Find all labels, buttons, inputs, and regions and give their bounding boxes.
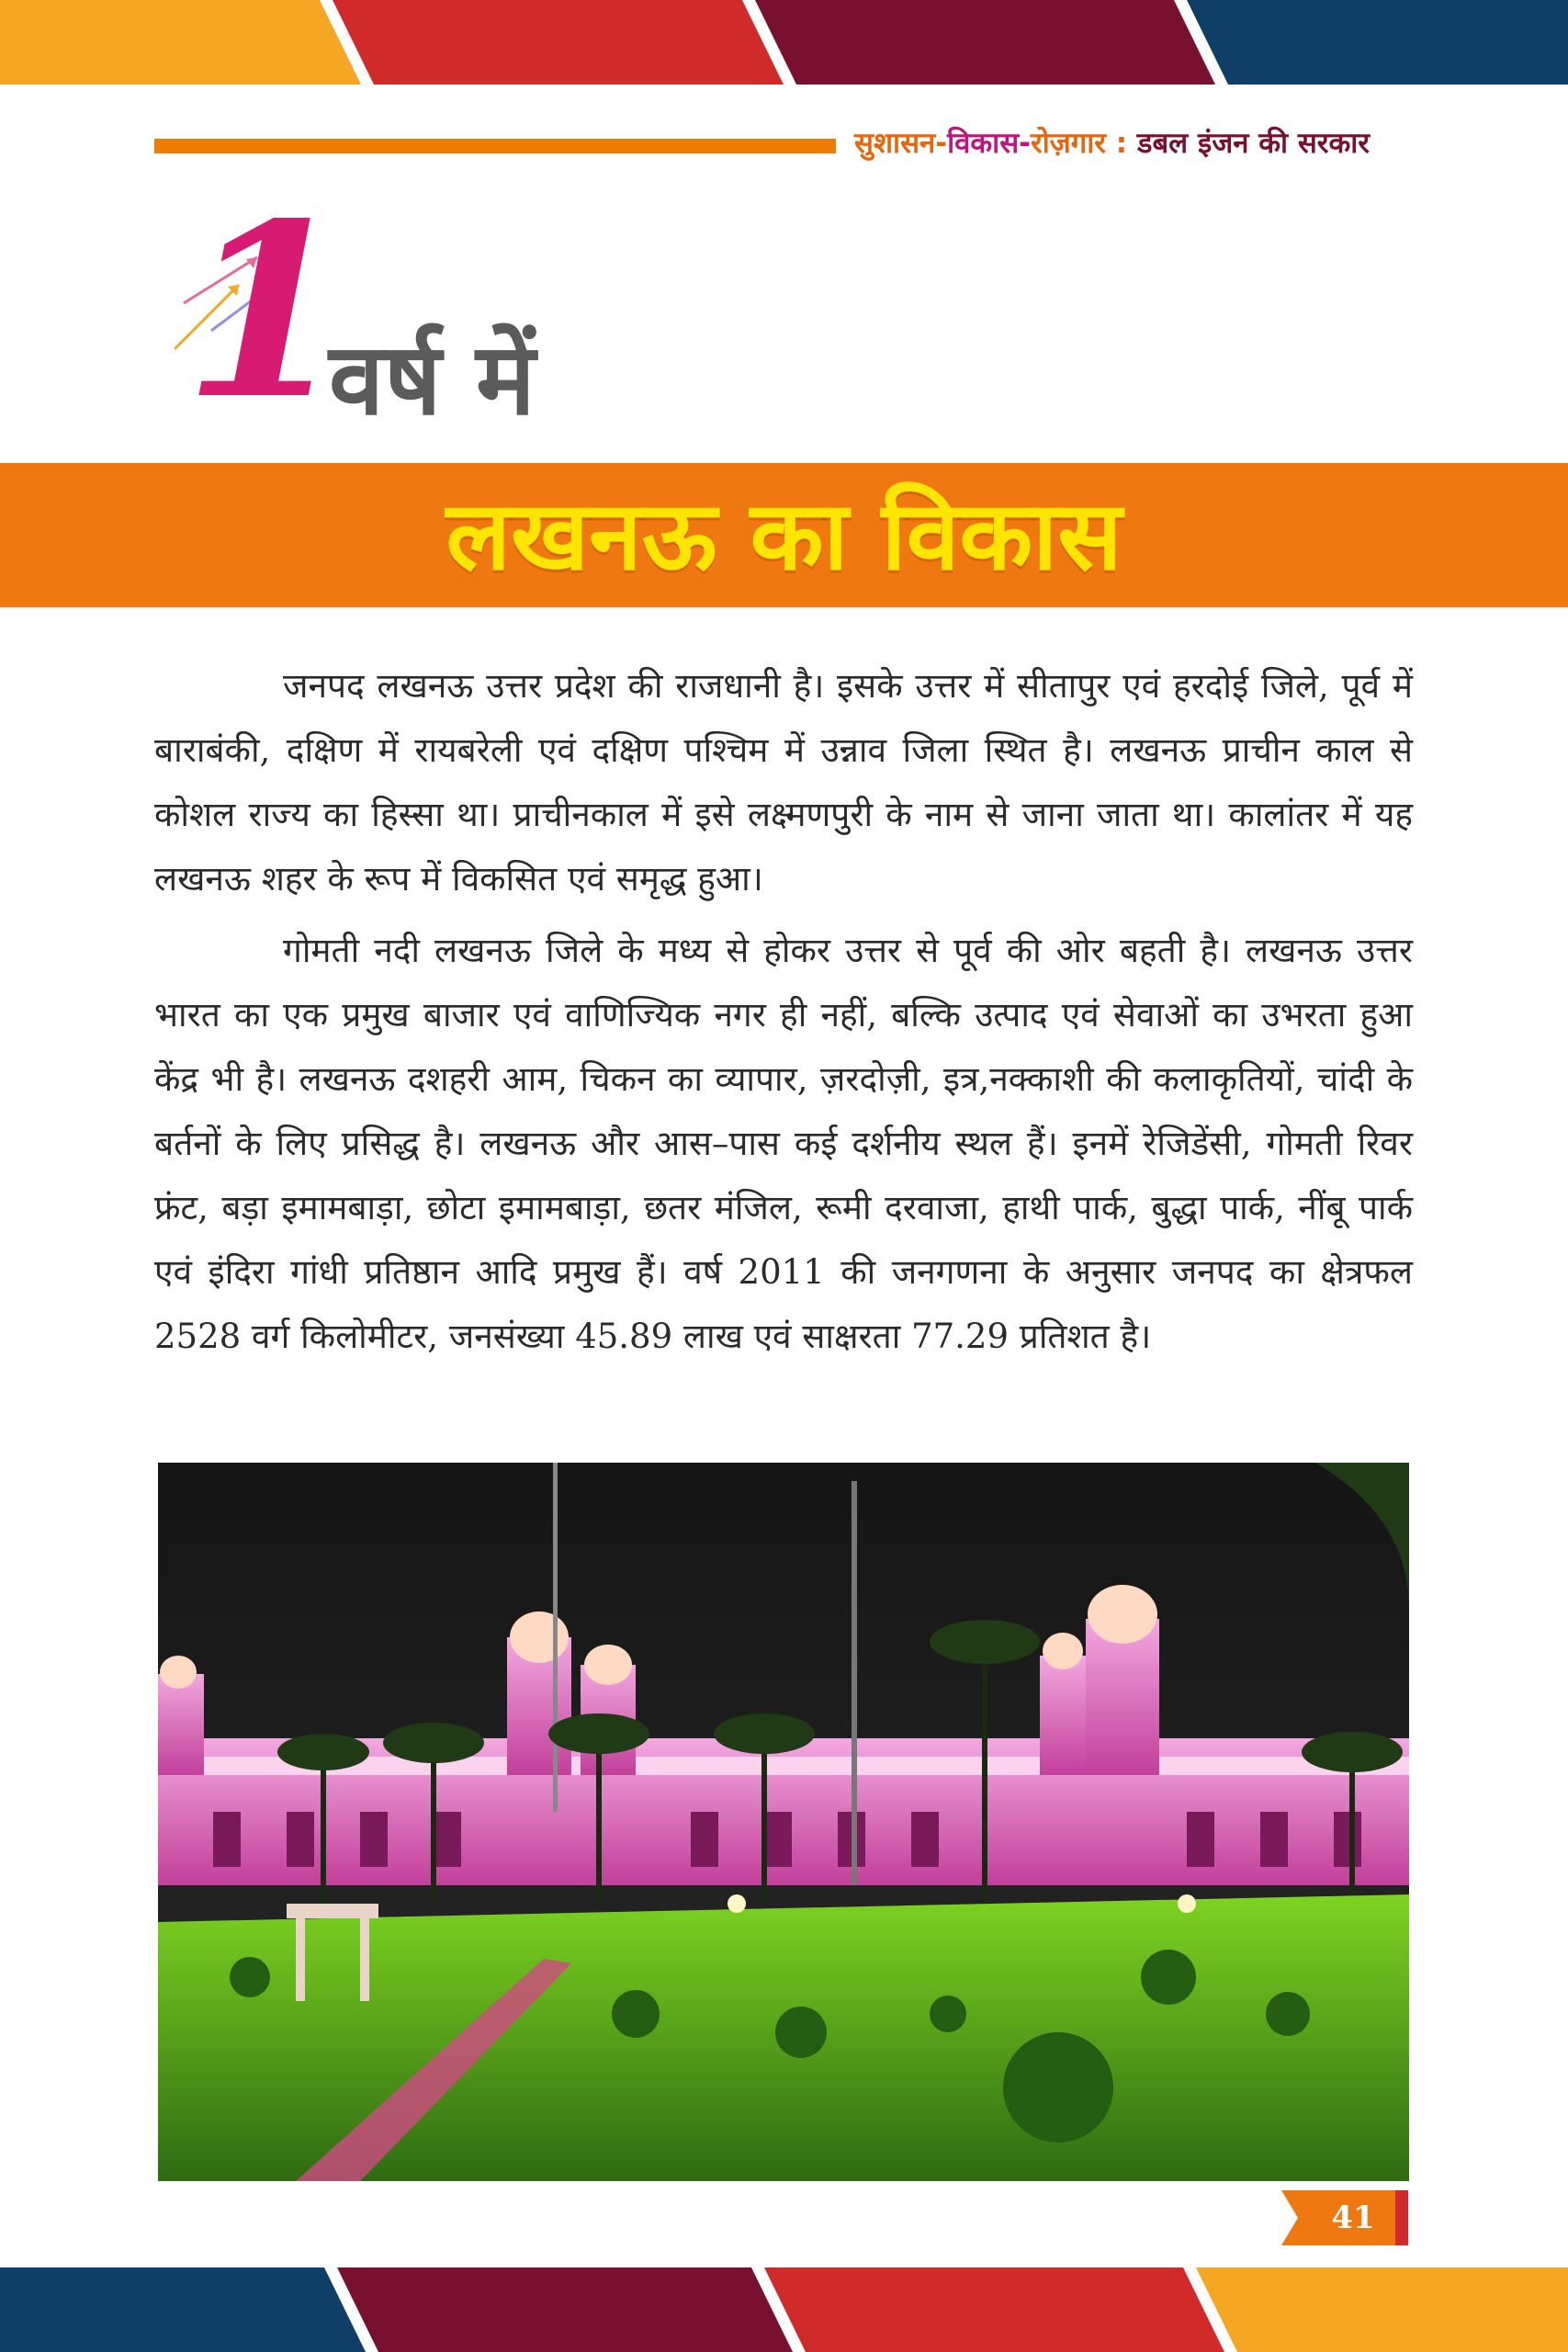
header-word-sushasan: सुशासन- (854, 127, 948, 160)
band-navy-segment (1185, 0, 1568, 85)
page-title: लखनऊ का विकास (446, 479, 1122, 592)
band-red-segment (762, 2267, 1235, 2352)
band-amber-segment (1194, 2267, 1568, 2352)
running-header (854, 123, 1415, 164)
band-amber-segment (0, 0, 372, 85)
article-body (154, 654, 1413, 1376)
hero-suffix: वर्ष में (329, 322, 536, 437)
hero-number: 1 (183, 172, 350, 452)
bottom-color-band (0, 2267, 1568, 2352)
band-navy-segment (0, 2267, 377, 2352)
band-maroon-segment (335, 2267, 804, 2352)
header-word-vikas: विकास- (947, 127, 1032, 160)
band-maroon-segment (753, 0, 1226, 85)
station-night-image (158, 1463, 1409, 2181)
paragraph: जनपद लखनऊ उत्तर प्रदेश की राजधानी है। इसके उत्तर में सीतापुर एवं हरदोई जिले, पूर्व में बाराबंकी, दक्षिण में रायबरेली एवं दक्षिण पश्चिम में उन्नाव जिला स्थित है। लखनऊ प्राचीन काल से कोशल राज्य का हिस्सा था। प्राचीनकाल में इसे लक्ष्मणपुरी के नाम से जाना जाता था। कालांतर में यह लखनऊ शहर के रूप में विकसित एवं समृद्ध हुआ। (154, 666, 1413, 899)
page-number: 41 (1331, 2199, 1375, 2236)
top-band-shapes (0, 0, 1568, 85)
charbagh-station-photo (158, 1463, 1409, 2181)
paragraph: गोमती नदी लखनऊ जिले के मध्य से होकर उत्तर से पूर्व की ओर बहती है। लखनऊ उत्तर भारत का एक प्रमुख बाजार एवं वाणिज्यिक नगर ही नहीं, बल्कि उत्पाद एवं सेवाओं का उभरता हुआ केंद्र भी है। लखनऊ दशहरी आम, चिकन का व्यापार, ज़रदोज़ी, इत्र,नक्काशी की कलाकृतियों, चांदी के बर्तनों के लिए प्रसिद्ध है। लखनऊ और आस–पास कई दर्शनीय स्थल हैं। इनमें रेजिडेंसी, गोमती रिवर फ्रंट, बड़ा इमामबाड़ा, छोटा इमामबाड़ा, छतर मंजिल, रूमी दरवाजा, हाथी पार्क, बुद्धा पार्क, नींबू पार्क एवं इंदिरा गांधी प्रतिष्ठान आदि प्रमुख हैं। वर्ष 2011 की जनगणना के अनुसार जनपद का क्षेत्रफल 2528 वर्ग किलोमीटर, जनसंख्या 45.89 लाख एवं साक्षरता 77.29 प्रतिशत है। (154, 931, 1413, 1356)
bottom-band-shapes (0, 2267, 1568, 2352)
header-separator: : (1105, 127, 1137, 160)
header-word-double-engine: डबल इंजन की सरकार (1136, 127, 1370, 160)
band-red-segment (331, 0, 795, 85)
header-word-rozgar: रोज़गार (1031, 127, 1106, 160)
header-rule (154, 139, 836, 153)
title-banner (0, 463, 1568, 607)
top-color-band (0, 0, 1568, 85)
page-number-badge (1281, 2190, 1408, 2245)
